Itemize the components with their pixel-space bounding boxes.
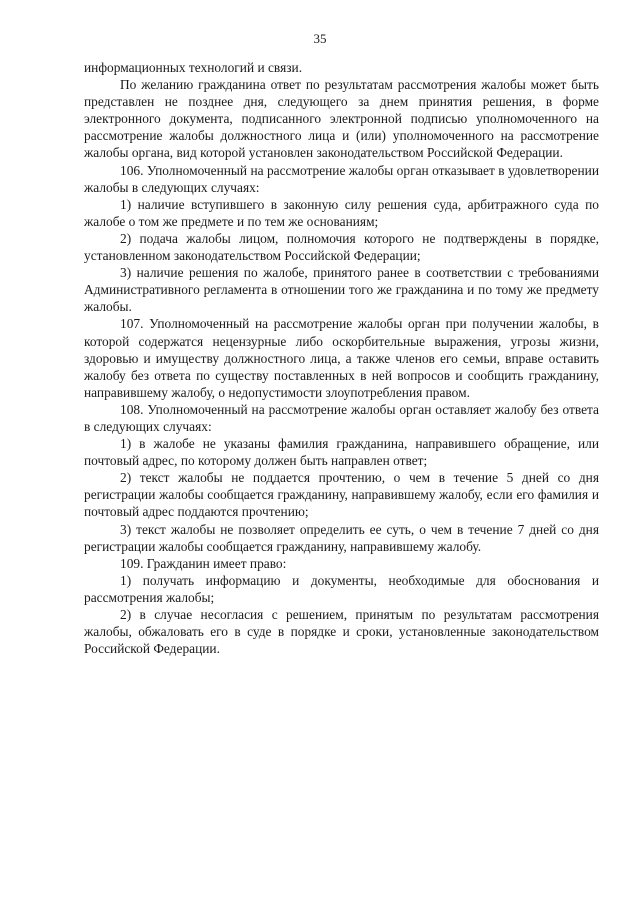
page-number: 35 xyxy=(313,31,327,46)
paragraph-electronic-answer: По желанию гражданина ответ по результатам рассмотрения жалобы может быть представлен не позднее дня, следующего за днем принятия решения, в форме электронного документа, подписанного электронной подписью уполномоченного на рассмотрение жалобы должностного лица и (или) уполномоченного на рассмотрение жалобы органа, вид которой установлен законодательством Российской Федерации. xyxy=(84,77,599,161)
paragraph-108-item-3: 3) текст жалобы не позволяет определить ее суть, о чем в течение 7 дней со дня регистрации жалобы сообщается гражданину, направившему жалобу. xyxy=(84,521,599,554)
paragraph-107: 107. Уполномоченный на рассмотрение жалобы орган при получении жалобы, в которой содержатся нецензурные либо оскорбительные выражения, угрозы жизни, здоровью и имуществу должностного лица, а также членов его семьи, вправе оставить жалобу без ответа по существу поставленных в ней вопросов и сообщить гражданину, направившему жалобу, о недопустимости злоупотребления правом. xyxy=(84,316,599,400)
paragraph-106-item-3: 3) наличие решения по жалобе, принятого ранее в соответствии с требованиями Административного регламента в отношении того же гражданина и по тому же предмету жалобы. xyxy=(84,265,599,315)
document-body xyxy=(84,59,599,657)
paragraph-108-item-2: 2) текст жалобы не поддается прочтению, о чем в течение 5 дней со дня регистрации жалобы сообщается гражданину, направившему жалобу, если его фамилия и почтовый адрес поддаются прочтению; xyxy=(84,470,599,520)
paragraph-106-item-2: 2) подача жалобы лицом, полномочия которого не подтверждены в порядке, установленном законодательством Российской Федерации; xyxy=(84,230,599,264)
paragraph-108: 108. Уполномоченный на рассмотрение жалобы орган оставляет жалобу без ответа в следующих случаях: xyxy=(84,401,599,434)
paragraph-106-item-1: 1) наличие вступившего в законную силу решения суда, арбитражного суда по жалобе о том же предмете и по тем же основаниям; xyxy=(84,196,599,229)
paragraph-109-item-1: 1) получать информацию и документы, необходимые для обоснования и рассмотрения жалобы; xyxy=(84,572,599,605)
paragraph-109: 109. Гражданин имеет право: xyxy=(120,555,287,571)
paragraph-108-item-1: 1) в жалобе не указаны фамилия гражданина, направившего обращение, или почтовый адрес, по которому должен быть направлен ответ; xyxy=(84,436,599,469)
paragraph-106: 106. Уполномоченный на рассмотрение жалобы орган отказывает в удовлетворении жалобы в следующих случаях: xyxy=(84,162,599,195)
paragraph-109-item-2: 2) в случае несогласия с решением, принятым по результатам рассмотрения жалобы, обжаловать его в суде в порядке и сроки, установленные законодательством Российской Федерации. xyxy=(84,607,599,657)
paragraph-continuation: информационных технологий и связи. xyxy=(84,60,303,75)
